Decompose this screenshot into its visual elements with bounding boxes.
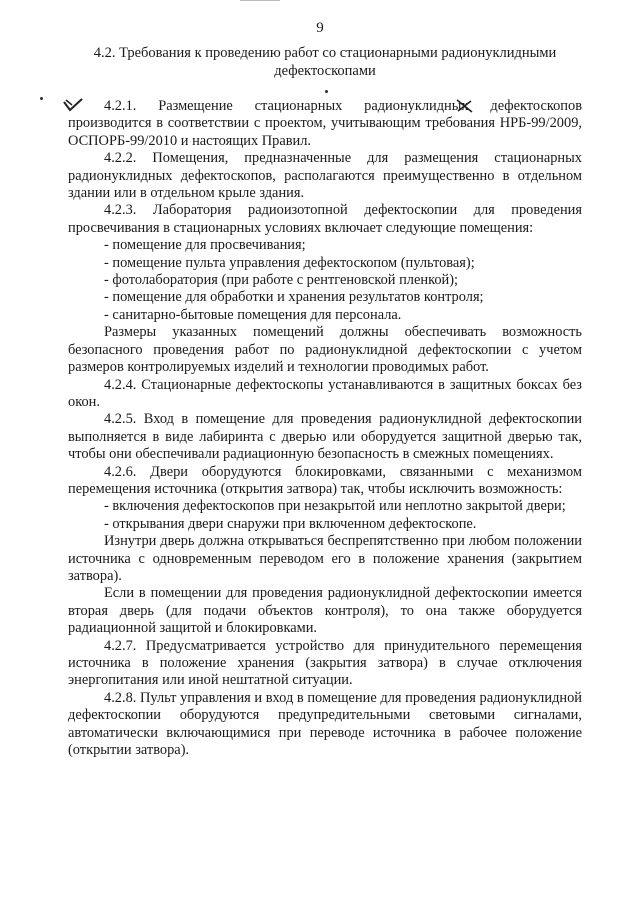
list-item: - открывания двери снаружи при включенном дефектоскопе. — [104, 515, 477, 532]
paragraph-4-2-8: 4.2.8. Пульт управления и вход в помещение для проведения радионуклидной дефектоскопии оборудуются предупредительными световыми сигналами, автоматически включающимися при переводе источника в рабочее положение (открытии затвора). — [68, 689, 582, 759]
paragraph-second-door: Если в помещении для проведения радионуклидной дефектоскопии имеется вторая дверь (для подачи объектов контроля), то она также оборудуется радиационной защитой и блокировками. — [68, 585, 582, 637]
list-item: - помещение пульта управления дефектоскопом (пультовая); — [104, 254, 475, 271]
paragraph-4-2-4: 4.2.4. Стационарные дефектоскопы устанавливаются в защитных боксах без окон. — [68, 376, 582, 410]
paragraph-4-2-2: 4.2.2. Помещения, предназначенные для размещения стационарных радионуклидных дефектоскопов, располагаются преимущественно в отдельном здании или в отдельном крыле здания. — [68, 150, 582, 202]
paragraph-4-2-6: 4.2.6. Двери оборудуются блокировками, связанными с механизмом перемещения источника (открытия затвора) так, чтобы исключить возможность: — [68, 463, 582, 497]
paragraph-4-2-3: 4.2.3. Лаборатория радиоизотопной дефектоскопии для проведения просвечивания в стационарных условиях включает следующие помещения: — [68, 202, 582, 236]
page-number: 9 — [316, 20, 324, 36]
scan-dot — [40, 97, 43, 100]
paragraph-4-2-7: 4.2.7. Предусматривается устройство для принудительного перемещения источника в положение хранения (закрытия затвора) в случае отключения энергопитания или иной нештатной ситуации. — [68, 637, 582, 689]
document-body — [68, 98, 582, 759]
list-item: - помещение для просвечивания; — [104, 237, 306, 254]
list-item: - помещение для обработки и хранения результатов контроля; — [104, 289, 484, 306]
scan-edge-mark — [240, 0, 280, 1]
paragraph-4-2-5: 4.2.5. Вход в помещение для проведения радионуклидной дефектоскопии выполняется в виде лабиринта с дверью или оборудуется защитной дверью так, чтобы они обеспечивали радиационную безопасность в смежных помещениях. — [68, 411, 582, 463]
scan-dot — [325, 90, 328, 93]
list-item: - включения дефектоскопов при незакрытой или неплотно закрытой двери; — [104, 498, 566, 515]
list-item: - санитарно-бытовые помещения для персонала. — [104, 306, 402, 323]
paragraph-4-2-1: 4.2.1. Размещение стационарных радионуклидных дефектоскопов производится в соответствии с проектом, учитывающим требования НРБ-99/2009, ОСПОРБ-99/2010 и настоящих Правил. — [68, 98, 582, 149]
section-title: 4.2. Требования к проведению работ со стационарными радионуклидными дефектоскопами — [93, 45, 557, 79]
paragraph-door-inside: Изнутри дверь должна открываться беспрепятственно при любом положении источника с одновременным переводом его в положение хранения (закрытием затвора). — [68, 533, 582, 584]
paragraph-room-sizes: Размеры указанных помещений должны обеспечивать возможность безопасного проведения работ по радионуклидной дефектоскопии с учетом размеров контролируемых изделий и технологии проводимых работ. — [68, 324, 582, 376]
list-item: - фотолаборатория (при работе с рентгеновской пленкой); — [104, 272, 459, 289]
